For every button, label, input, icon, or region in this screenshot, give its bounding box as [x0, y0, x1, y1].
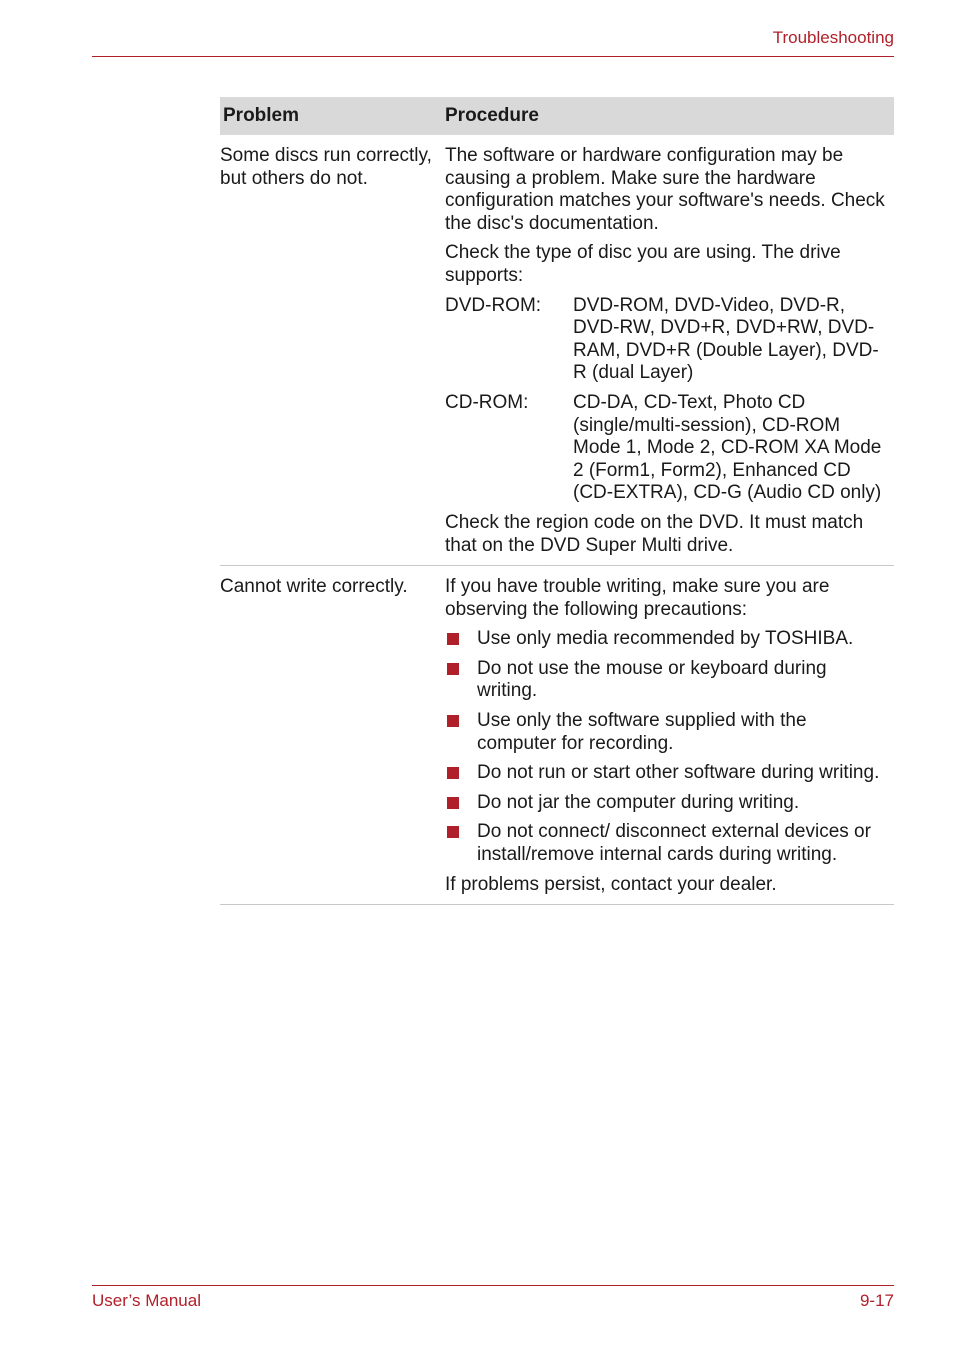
bullet-item	[445, 710, 890, 755]
definition-item	[445, 392, 890, 505]
bullet-text: Use only media recommended by TOSHIBA.	[477, 628, 854, 650]
running-header-title: Troubleshooting	[772, 28, 894, 47]
footer-manual-title: User’s Manual	[92, 1291, 201, 1310]
definition-description: CD-DA, CD-Text, Photo CD (single/multi-session), CD-ROM Mode 1, Mode 2, CD-ROM XA Mode 2 (Form1, Form2), Enhanced CD (CD-EXTRA), CD-G (Audio CD only)	[573, 391, 882, 504]
procedure-cell	[445, 145, 894, 557]
table-row	[220, 566, 894, 905]
procedure-paragraph: If you have trouble writing, make sure you are observing the following precautions:	[445, 576, 830, 620]
troubleshooting-table	[220, 97, 894, 905]
square-bullet-icon	[445, 658, 477, 703]
square-bullet-icon	[445, 821, 477, 866]
bullet-text: Do not connect/ disconnect external devices or install/remove internal cards during writing.	[477, 821, 871, 866]
bullet-item	[445, 792, 890, 815]
square-bullet-icon	[445, 762, 477, 785]
definition-item	[445, 295, 890, 385]
problem-cell: Cannot write correctly.	[220, 576, 408, 598]
definition-term: CD-ROM:	[445, 391, 529, 413]
bullet-text: Do not use the mouse or keyboard during writing.	[477, 657, 827, 702]
definition-description: DVD-ROM, DVD-Video, DVD-R, DVD-RW, DVD+R, DVD+RW, DVD-RAM, DVD+R (Double Layer), DVD-R (dual Layer)	[573, 294, 879, 384]
square-bullet-icon	[445, 628, 477, 651]
table-header	[220, 97, 894, 135]
column-header-problem: Problem	[223, 104, 300, 126]
procedure-paragraph: The software or hardware configuration may be causing a problem. Make sure the hardware configuration matches your software's needs. Check the disc's documentation.	[445, 145, 885, 234]
bullet-text: Do not jar the computer during writing.	[477, 791, 800, 813]
bullet-item	[445, 762, 890, 785]
definition-term: DVD-ROM:	[445, 294, 542, 316]
column-header-procedure: Procedure	[445, 104, 539, 126]
bullet-text: Use only the software supplied with the computer for recording.	[477, 710, 807, 754]
procedure-paragraph: If problems persist, contact your dealer.	[445, 873, 777, 895]
footer-rule	[92, 1285, 894, 1286]
header-rule	[92, 56, 894, 57]
bullet-text: Do not run or start other software during writing.	[477, 762, 880, 784]
procedure-paragraph: Check the region code on the DVD. It must match that on the DVD Super Multi drive.	[445, 511, 864, 556]
table-row	[220, 135, 894, 566]
problem-cell: Some discs run correctly, but others do not.	[220, 145, 432, 189]
bullet-item	[445, 628, 890, 651]
page-number: 9-17	[859, 1291, 894, 1310]
square-bullet-icon	[445, 792, 477, 815]
procedure-paragraph: Check the type of disc you are using. The drive supports:	[445, 242, 841, 286]
bullet-item	[445, 658, 890, 703]
procedure-cell	[445, 576, 894, 896]
square-bullet-icon	[445, 710, 477, 755]
bullet-item	[445, 821, 890, 866]
